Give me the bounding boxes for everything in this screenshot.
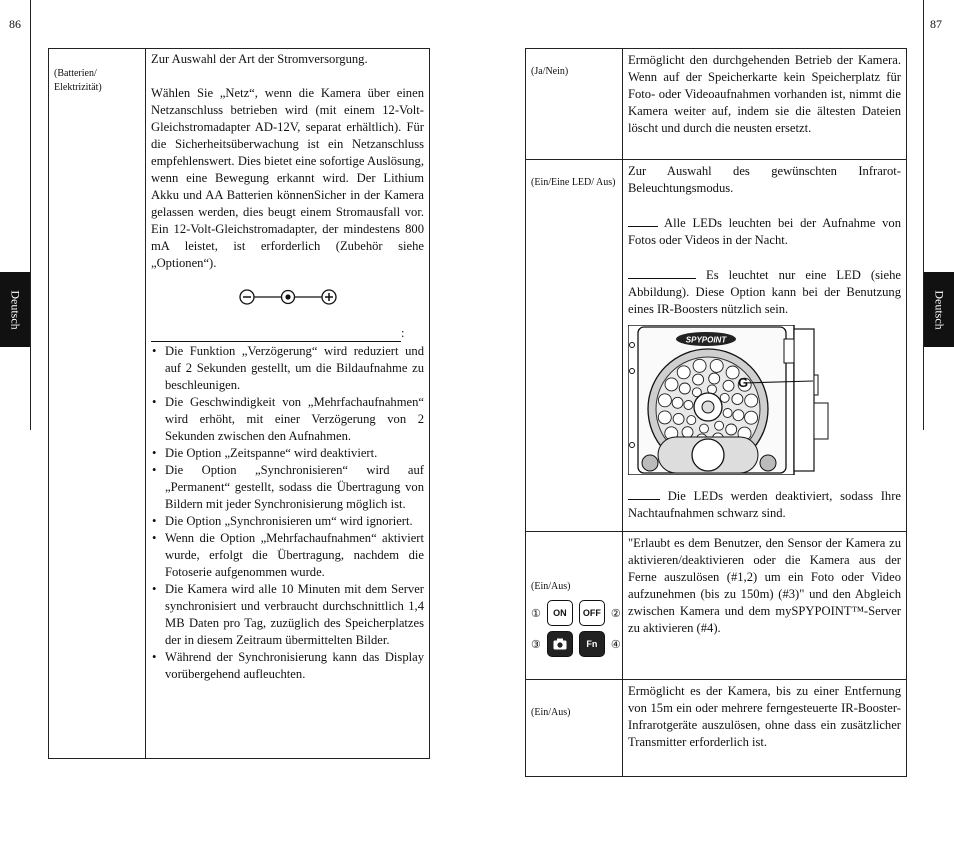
key-number: ④: [610, 638, 621, 651]
description-cell: [623, 160, 907, 532]
bullet-list: [151, 343, 424, 683]
table-row-remote: [526, 532, 907, 680]
led: [693, 374, 704, 385]
led: [723, 409, 732, 418]
label-cell: [526, 49, 623, 160]
row-label: (Ein/Aus): [531, 707, 571, 718]
margin-rule-left: [30, 0, 31, 430]
list-item: • Die Funktion „Verzögerung“ wird reduziert und auf 2 Sekunden gestellt, um die Bildaufnahme zu beschleunigen.: [151, 343, 424, 394]
side-tab-label: Deutsch: [932, 289, 947, 330]
label-cell: [526, 532, 623, 680]
led: [677, 366, 690, 379]
margin-rule-right: [923, 0, 924, 430]
led: [687, 416, 696, 425]
row-label: (Ein/Aus): [531, 581, 571, 592]
figure-brand-label: SPYPOINT: [685, 335, 727, 345]
table-row-ir-booster: [526, 680, 907, 777]
list-item: • Die Option „Synchronisieren um“ wird ignoriert.: [151, 513, 424, 530]
description-cell: [623, 680, 907, 777]
label-cell: [526, 160, 623, 532]
led: [700, 424, 709, 433]
side-tab-label: Deutsch: [8, 289, 23, 330]
description-cell: [623, 49, 907, 160]
camera-figure: [628, 325, 901, 475]
list-item: • Während der Synchronisierung kann das Display vorübergehend aufleuchten.: [151, 649, 424, 683]
side-tab-left: [0, 272, 30, 347]
table-row-overwrite: [526, 49, 907, 160]
row-label: (Ein/Eine LED/ Aus): [531, 177, 616, 188]
paragraph: Ermöglicht den durchgehenden Betrieb der Kamera. Wenn auf der Speicherkarte kein Speicherplatz für Foto- oder Videoaufnahmen vorhanden ist, nimmt die Kamera weiter auf, indem sie die ältesten Dateien löscht und durch die neusten ersetzt.: [628, 53, 901, 135]
page-number-left: 86: [9, 17, 21, 31]
option-one-led: Es leuchtet nur eine LED (siehe Abbildung). Diese Option kann bei der Benutzung eines IR-Boosters nützlich sein.: [628, 268, 901, 316]
polarity-symbol: [151, 286, 424, 313]
option-all-leds: Alle LEDs leuchten bei der Aufnahme von Fotos oder Videos in der Nacht.: [628, 216, 901, 247]
label-cell: [526, 680, 623, 777]
key-number: ②: [610, 607, 621, 620]
list-item: • Die Geschwindigkeit von „Mehrfachaufnahmen“ wird erhöht, mit einer Verzögerung von 2 Sekunden zwischen den Aufnahmen.: [151, 394, 424, 445]
settings-table-right: [525, 48, 907, 777]
on-key-icon: ON: [547, 600, 573, 626]
paragraph: Wählen Sie „Netz“, wenn die Kamera über einen Netzanschluss betrieben wird (mit einem 12-Volt-Gleichstromadapter AD-12V, separat erhältlich). Für die Sicherheitsüberwachung ist ein Netzanschluss empfehlenswert. Dies bietet eine sofortige Auslösung, wenn eine Bewegung erkannt wird. Der Lithium Akku und AA Batterien könnenSicher in der Kamera gelassen werden, dies beugt einem Stromausfall vor. Ein 12-Volt-Gleichstromadapter, der mindestens 800 mA leistet, ist erforderlich (Zubehör siehe „Optionen“).: [151, 86, 424, 270]
paragraph: Ermöglicht es der Kamera, bis zu einer Entfernung von 15m ein oder mehrere ferngesteuerte IR-Booster-Infrarotgeräte auszulösen, ohne dass ein zusätzlicher Transmitter erforderlich ist.: [628, 684, 901, 749]
led: [745, 394, 758, 407]
led: [720, 393, 729, 402]
settings-table-left: [48, 48, 430, 759]
led: [673, 413, 684, 424]
table-row-infrared: [526, 160, 907, 532]
led: [710, 359, 723, 372]
led: [745, 411, 758, 424]
led: [684, 401, 693, 410]
led: [672, 397, 683, 408]
camera-key-icon: [547, 631, 573, 657]
key-number: ①: [531, 607, 541, 620]
list-item: • Die Kamera wird alle 10 Minuten mit dem Server synchronisiert und verbraucht durchschnittlich 1,4 MB Daten pro Tag, zuzüglich des Speicherplatzes der in diesem Zeitraum übermittelten Bilder.: [151, 581, 424, 649]
row-label: (Batterien/ Elektrizität): [54, 68, 102, 93]
led: [679, 383, 690, 394]
led: [733, 410, 744, 421]
list-item: • Wenn die Option „Mehrfachaufnahmen“ aktiviert wurde, erfolgt die Übertragung, nachdem die Fotoserie aufgenommen wurde.: [151, 530, 424, 581]
led: [658, 394, 671, 407]
side-tab-right: [924, 272, 954, 347]
page-number-right: 87: [930, 17, 942, 31]
remote-keys: [526, 600, 622, 657]
led: [723, 380, 734, 391]
table-row-power: [49, 49, 430, 759]
subheading: :: [151, 325, 424, 342]
paragraph: "Erlaubt es dem Benutzer, den Sensor der Kamera zu aktivieren/deaktivieren oder die Kamera aus der Ferne auszulösen (#1,2) um ein Foto oder Video aufzunehmen (bis zu 150m) (#3)" und den Abgleich zwischen Kamera und dem mySPYPOINT™-Server zu aktivieren (#4).: [628, 536, 901, 635]
off-key-icon: OFF: [579, 600, 605, 626]
led: [658, 411, 671, 424]
key-number: ③: [531, 638, 541, 651]
description-cell: [623, 532, 907, 680]
row-label: (Ja/Nein): [531, 66, 569, 77]
led: [709, 373, 720, 384]
led-callout-label: G: [738, 375, 749, 390]
label-cell: [49, 49, 146, 759]
fn-key-icon: Fn: [579, 631, 605, 657]
description-cell: [146, 49, 430, 759]
led: [682, 427, 693, 438]
option-off: Die LEDs werden deaktiviert, sodass Ihre Nachtaufnahmen schwarz sind.: [628, 489, 901, 520]
led: [665, 378, 678, 391]
led: [732, 394, 743, 405]
list-item: • Die Option „Synchronisieren“ wird auf „Permanent“ gestellt, sodass die Übertragung von Bildern mit jeder Synchronisierung möglich ist.: [151, 462, 424, 513]
paragraph: Zur Auswahl des gewünschten Infrarot-Beleuchtungsmodus.: [628, 164, 901, 195]
paragraph: Zur Auswahl der Art der Stromversorgung.: [151, 52, 368, 66]
list-item: • Die Option „Zeitspanne“ wird deaktiviert.: [151, 445, 424, 462]
led: [715, 421, 724, 430]
led: [693, 359, 706, 372]
led: [726, 424, 737, 435]
